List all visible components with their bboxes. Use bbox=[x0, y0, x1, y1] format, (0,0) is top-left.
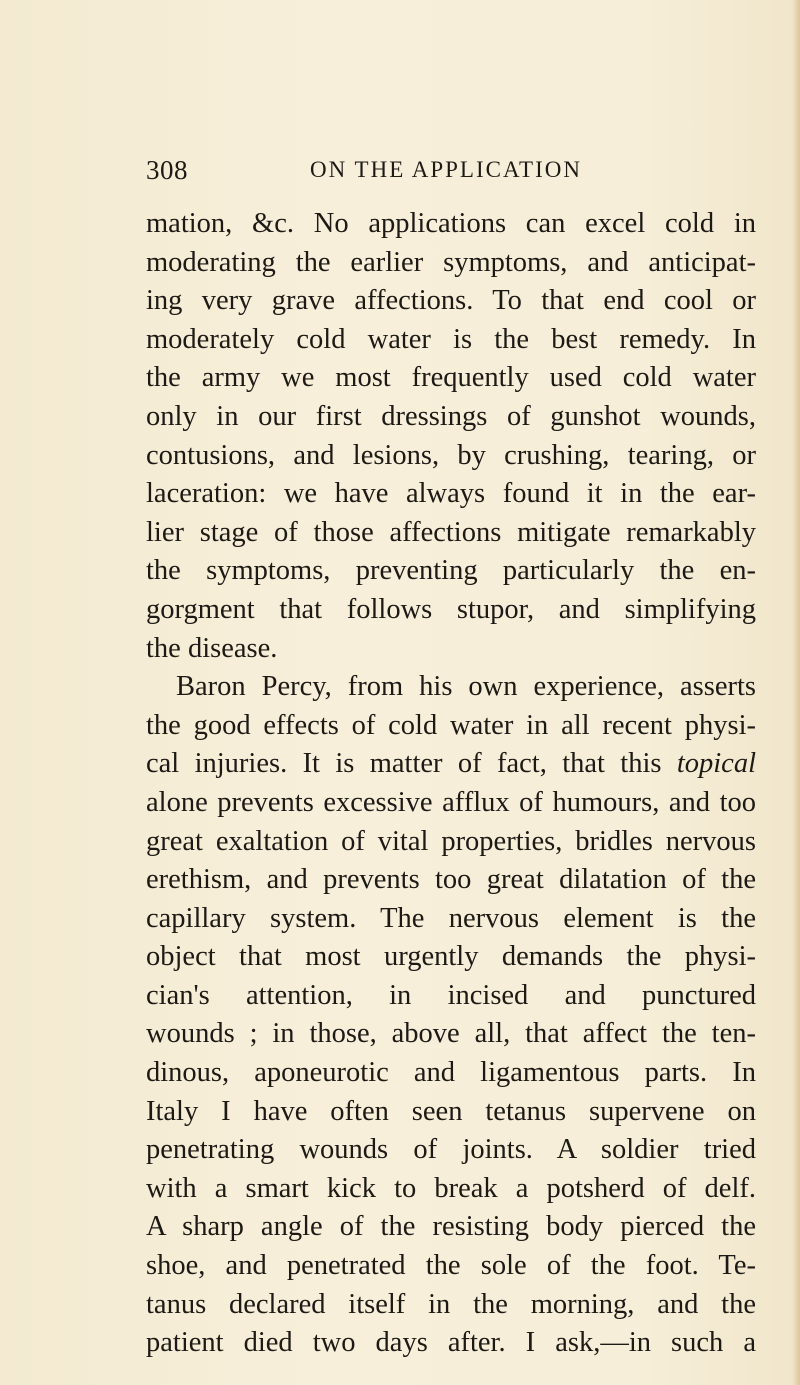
page-number: 308 bbox=[146, 155, 188, 185]
text-line: dinous, aponeurotic and ligamentous parts. In bbox=[146, 1057, 756, 1089]
text-line: gorgment that follows stupor, and simplifying bbox=[146, 593, 756, 625]
text-line: laceration: we have always found it in the ear- bbox=[146, 478, 756, 510]
text-line: Baron Percy, from his own experience, asserts bbox=[176, 671, 756, 703]
text-line: tanus declared itself in the morning, and the bbox=[146, 1288, 756, 1320]
text-line: moderately cold water is the best remedy. In bbox=[146, 323, 756, 355]
body-text bbox=[146, 205, 756, 1363]
text-line: the army we most frequently used cold water bbox=[146, 362, 756, 394]
text-line: ing very grave affections. To that end cool or bbox=[146, 285, 756, 317]
running-head: ON THE APPLICATION bbox=[310, 157, 582, 182]
text-line: great exaltation of vital properties, bridles nervous bbox=[146, 825, 756, 857]
text-line-with-emphasis bbox=[146, 745, 756, 784]
text-line: with a smart kick to break a potsherd of delf. bbox=[146, 1172, 756, 1204]
emphasis-topical: topical bbox=[676, 748, 756, 780]
text-line: mation, &c. No applications can excel cold in bbox=[146, 208, 756, 239]
page-edge bbox=[792, 0, 800, 1385]
text-line: the good effects of cold water in all recent physi- bbox=[146, 709, 756, 741]
text-line: the symptoms, preventing particularly the en- bbox=[146, 555, 756, 587]
text-line: cian's attention, in incised and punctured bbox=[146, 979, 756, 1011]
text-fragment: cal injuries. It is matter of fact, that this bbox=[146, 748, 677, 780]
text-line: penetrating wounds of joints. A soldier tried bbox=[146, 1134, 756, 1166]
text-line: alone prevents excessive afflux of humours, and too bbox=[146, 786, 756, 818]
page-header bbox=[146, 155, 746, 195]
text-line: lier stage of those affections mitigate remarkably bbox=[146, 516, 756, 548]
text-line: moderating the earlier symptoms, and anticipat- bbox=[146, 246, 756, 278]
text-line: object that most urgently demands the physi- bbox=[146, 941, 756, 973]
text-line: shoe, and penetrated the sole of the foot. Te- bbox=[146, 1250, 756, 1282]
text-line: the disease. bbox=[146, 632, 278, 664]
text-line: wounds ; in those, above all, that affect the ten- bbox=[146, 1018, 756, 1050]
text-line: contusions, and lesions, by crushing, tearing, or bbox=[146, 439, 756, 471]
text-line: patient died two days after. I ask,—in such a bbox=[146, 1327, 756, 1359]
text-line: Italy I have often seen tetanus supervene on bbox=[146, 1095, 756, 1127]
text-line: capillary system. The nervous element is the bbox=[146, 902, 756, 934]
text-line: only in our first dressings of gunshot wounds, bbox=[146, 400, 756, 432]
text-line: A sharp angle of the resisting body pierced the bbox=[146, 1211, 756, 1243]
text-line: erethism, and prevents too great dilatation of the bbox=[146, 864, 756, 896]
